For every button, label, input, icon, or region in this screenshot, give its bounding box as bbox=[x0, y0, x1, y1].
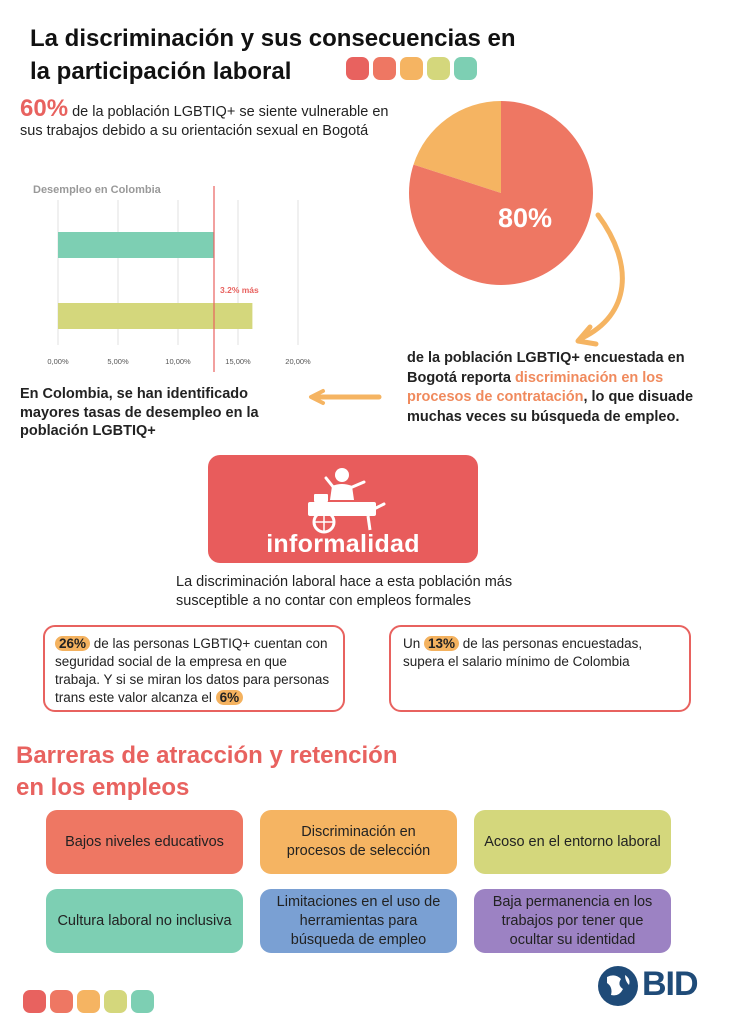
pie-label: 80% bbox=[498, 203, 553, 233]
barrier-tile-selection bbox=[260, 810, 457, 874]
footer-swatch-olive bbox=[104, 990, 127, 1013]
street-vendor-icon bbox=[298, 460, 388, 535]
card1-text: de las personas LGBTIQ+ cuentan con seguridad social de la empresa en que trabaja. Y si se miran los datos para personas trans este valor alcanza el bbox=[55, 636, 330, 705]
curved-arrow-icon bbox=[560, 205, 640, 355]
footer-swatches bbox=[23, 990, 154, 1013]
x-tick-label: 20,00% bbox=[285, 357, 311, 366]
text-80-part1: de la población LGBTIQ+ encuestada en Bogotá reporta bbox=[407, 350, 685, 386]
title-line-1: La discriminación y sus consecuencias en bbox=[30, 25, 516, 52]
barrier-tile-permanence bbox=[474, 889, 671, 953]
card2-percent: 13% bbox=[424, 636, 459, 651]
barrier-label: Discriminación en procesos de selección bbox=[286, 824, 431, 859]
barrier-label: Limitaciones en el uso de herramientas para búsqueda de empleo bbox=[276, 893, 441, 948]
footer-swatch-orange bbox=[77, 990, 100, 1013]
barrier-tile-harassment bbox=[474, 810, 671, 874]
title-line-2: la participación laboral bbox=[30, 58, 292, 85]
bar-0 bbox=[58, 232, 214, 258]
informalidad-text: La discriminación laboral hace a esta población más susceptible a no contar con empleos formales bbox=[176, 574, 513, 609]
barreras-line-2: en los empleos bbox=[16, 774, 190, 801]
bid-logo-text: BID bbox=[642, 965, 698, 1003]
stat-60-value: 60% bbox=[20, 95, 69, 122]
colombia-text: En Colombia, se han identificado mayores tasas de desempleo en la población LGBTIQ+ bbox=[20, 386, 259, 439]
x-tick-label: 10,00% bbox=[165, 357, 191, 366]
card-social-security bbox=[43, 625, 345, 712]
left-arrow-icon bbox=[305, 388, 385, 408]
barrier-label: Cultura laboral no inclusiva bbox=[57, 912, 232, 929]
barrier-label: Acoso en el entorno laboral bbox=[484, 833, 661, 850]
x-tick-label: 0,00% bbox=[47, 357, 69, 366]
card1-percent-trans: 6% bbox=[216, 690, 244, 705]
barreras-heading bbox=[16, 740, 516, 804]
card-minimum-wage bbox=[389, 625, 691, 712]
chart-annotation: 3.2% más bbox=[220, 285, 259, 295]
stat-60-text: de la población LGBTIQ+ se siente vulnerable en sus trabajos debido a su orientación sexual en Bogotá bbox=[20, 104, 389, 139]
card2-prefix: Un bbox=[403, 636, 425, 651]
chart-title: Desempleo en Colombia bbox=[33, 184, 161, 196]
card2-text: de las personas encuestadas, supera el salario mínimo de Colombia bbox=[403, 636, 643, 669]
barrier-tile-culture bbox=[46, 889, 243, 953]
card1-percent: 26% bbox=[55, 636, 90, 651]
barreras-line-1: Barreras de atracción y retención bbox=[16, 742, 398, 769]
barrier-tile-tools bbox=[260, 889, 457, 953]
footer-swatch-teal bbox=[131, 990, 154, 1013]
x-tick-label: 5,00% bbox=[107, 357, 129, 366]
x-tick-label: 15,00% bbox=[225, 357, 251, 366]
footer-swatch-red bbox=[23, 990, 46, 1013]
barrier-label: Baja permanencia en los trabajos por tener que ocultar su identidad bbox=[492, 893, 653, 948]
bar-1 bbox=[58, 303, 252, 329]
text-80-part2: , lo que disuade muchas veces su búsqueda de empleo. bbox=[407, 389, 694, 425]
informalidad-title: informalidad bbox=[266, 530, 420, 558]
barrier-tile-education bbox=[46, 810, 243, 874]
bid-globe-icon bbox=[597, 965, 639, 1007]
text-80-description bbox=[407, 349, 717, 427]
barrier-label: Bajos niveles educativos bbox=[65, 833, 224, 850]
text-80-highlight: discriminación en los procesos de contratación bbox=[407, 369, 664, 405]
footer-swatch-coral bbox=[50, 990, 73, 1013]
